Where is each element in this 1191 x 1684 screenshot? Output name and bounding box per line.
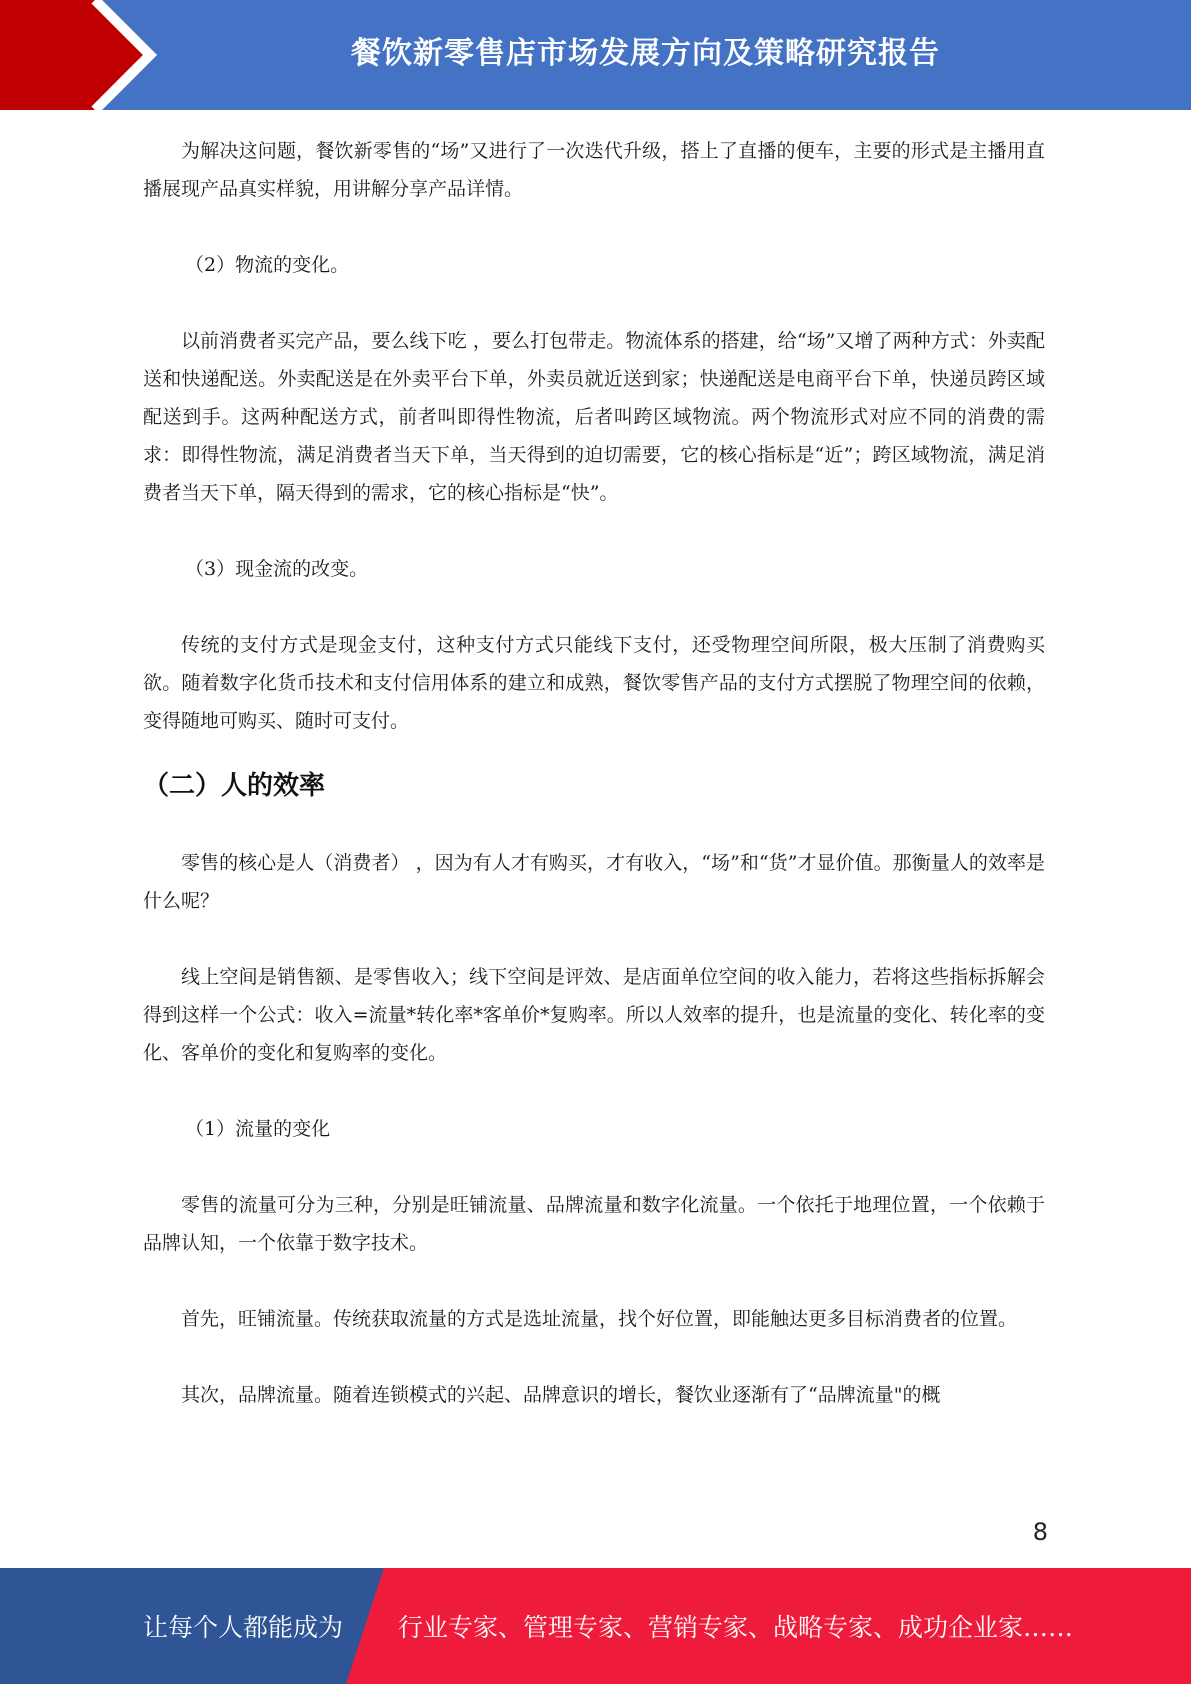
subheading-logistics: （2）物流的变化。	[185, 254, 350, 276]
paragraph-revenue-formula: 线上空间是销售额、是零售收入；线下空间是评效、是店面单位空间的收入能力，若将这些指标拆解会得到这样一个公式：收入=流量*转化率*客单价*复购率。所以人效率的提升，也是流量的变化、转化率的变化、客单价的变化和复购率的变化。	[143, 966, 1045, 1064]
paragraph-traffic-types: 零售的流量可分为三种，分别是旺铺流量、品牌流量和数字化流量。一个依托于地理位置，一个依赖于品牌认知，一个依靠于数字技术。	[143, 1194, 1045, 1254]
footer-slogan-left: 让每个人都能成为	[143, 1613, 344, 1642]
document-body	[143, 132, 1045, 1414]
subheading-traffic: （1）流量的变化	[185, 1118, 331, 1140]
page-number: 8	[1032, 1518, 1048, 1546]
footer-slogan-right: 行业专家、管理专家、营销专家、战略专家、成功企业家……	[398, 1613, 1074, 1642]
paragraph-logistics: 以前消费者买完产品，要么线下吃 ，要么打包带走。物流体系的搭建，给“场”又增了两种方式：外卖配送和快递配送。外卖配送是在外卖平台下单，外卖员就近送到家；快递配送是电商平台下单，快递员跨区域配送到手。这两种配送方式，前者叫即得性物流，后者叫跨区域物流。两个物流形式对应不同的消费的需求：即得性物流，满足消费者当天下单，当天得到的迫切需要，它的核心指标是“近”；跨区域物流，满足消费者当天下单，隔天得到的需求，它的核心指标是“快”。	[143, 330, 1045, 504]
paragraph-livestream: 为解决这问题，餐饮新零售的“场”又进行了一次迭代升级，搭上了直播的便车，主要的形式是主播用直播展现产品真实样貌，用讲解分享产品详情。	[143, 140, 1045, 200]
page-footer	[0, 1568, 1191, 1684]
report-title: 餐饮新零售店市场发展方向及策略研究报告	[351, 36, 940, 71]
subheading-cashflow: （3）现金流的改变。	[185, 558, 369, 580]
paragraph-store-traffic: 首先，旺铺流量。传统获取流量的方式是选址流量，找个好位置，即能触达更多目标消费者的位置。	[181, 1308, 1018, 1330]
paragraph-brand-traffic: 其次，品牌流量。随着连锁模式的兴起、品牌意识的增长，餐饮业逐渐有了“品牌流量"的概	[181, 1384, 941, 1406]
paragraph-cashflow: 传统的支付方式是现金支付，这种支付方式只能线下支付，还受物理空间所限，极大压制了消费购买欲。随着数字化货币技术和支付信用体系的建立和成熟，餐饮零售产品的支付方式摆脱了物理空间的依赖，变得随地可购买、随时可支付。	[143, 634, 1045, 732]
page-header	[0, 0, 1191, 110]
section-heading-people-efficiency: （二）人的效率	[143, 771, 326, 801]
paragraph-retail-core: 零售的核心是人（消费者） ，因为有人才有购买，才有收入，“场”和“货”才显价值。那衡量人的效率是什么呢？	[143, 852, 1045, 912]
